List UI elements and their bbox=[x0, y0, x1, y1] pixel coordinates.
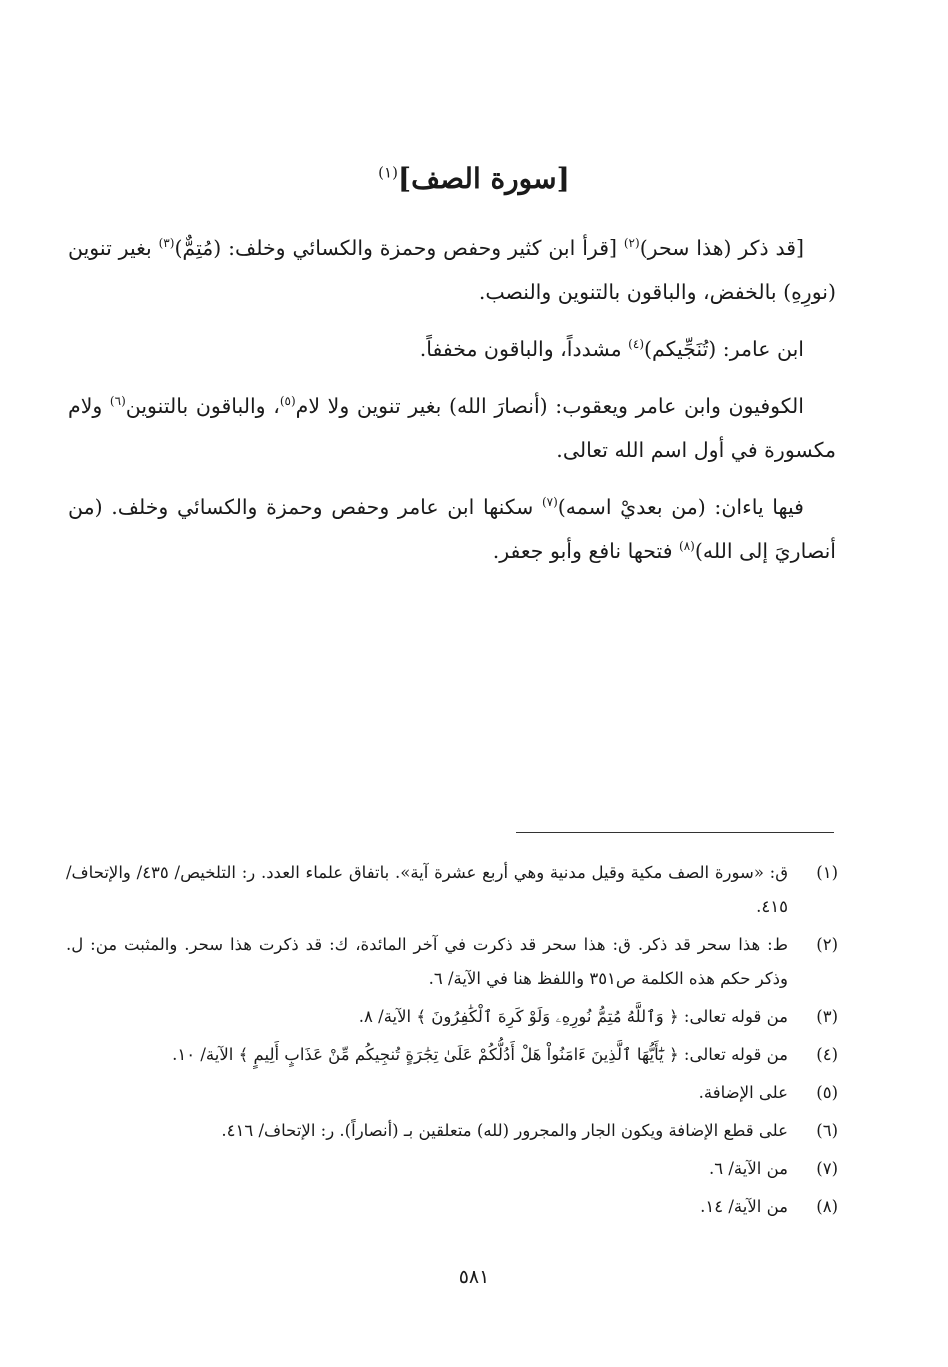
footnote-divider bbox=[516, 832, 834, 833]
footnote-number: (٧) bbox=[816, 1159, 838, 1178]
footnote-text: من قوله تعالى: ﴿ يَٰٓأَيُّهَا ٱلَّذِينَ ءَامَنُواْ هَلْ أَدُلُّكُمْ عَلَىٰ تِجَٰرَةٍ تُنجِيكُم مِّنْ عَذَابٍ أَلِيمٍ ﴾ الآية/ ١٠. bbox=[172, 1045, 788, 1064]
text-segment: [قرأ ابن كثير وحفص وحمزة والكسائي وخلف: (مُتِمٌّ) bbox=[174, 236, 624, 260]
footnote-number: (٢) bbox=[816, 935, 838, 954]
text-segment: الكوفيون وابن عامر ويعقوب: (أنصارَ الله) بغير تنوين ولا لام bbox=[295, 394, 804, 418]
footnote-ref-5: (٥) bbox=[279, 394, 296, 409]
footnote-ref-7: (٧) bbox=[541, 495, 558, 510]
footnote-text: من الآية/ ١٤. bbox=[700, 1197, 788, 1216]
footnote-text: من قوله تعالى: ﴿ وَٱللَّهُ مُتِمُّ نُورِهِۦ وَلَوْ كَرِهَ ٱلْكَٰفِرُونَ ﴾ الآية/ ٨. bbox=[358, 1007, 788, 1026]
footnote-text: على قطع الإضافة ويكون الجار والمجرور (لله) متعلقين بـ (أنصاراً). ر: الإتحاف/ ٤١٦. bbox=[221, 1121, 788, 1140]
main-text bbox=[68, 226, 836, 586]
footnote-number: (٥) bbox=[816, 1083, 838, 1102]
text-segment: فيها ياءان: (من بعديْ اسمه) bbox=[557, 495, 804, 519]
footnote-ref-4: (٤) bbox=[628, 337, 644, 352]
footnote-number: (٣) bbox=[816, 1007, 838, 1026]
footnote-ref-1: (١) bbox=[378, 163, 398, 182]
footnote-number: (١) bbox=[816, 863, 838, 882]
page-number: ٥٨١ bbox=[458, 1266, 490, 1288]
footnote bbox=[66, 1152, 838, 1186]
footnote bbox=[66, 1114, 838, 1148]
paragraph-1 bbox=[68, 226, 836, 314]
footnote-text: على الإضافة. bbox=[698, 1083, 788, 1102]
footnote bbox=[66, 1076, 838, 1110]
paragraph-3 bbox=[68, 384, 836, 472]
surah-title bbox=[0, 162, 948, 195]
footnote-ref-8: (٨) bbox=[679, 539, 695, 554]
text-segment: ، والباقون بالتنوين bbox=[125, 394, 280, 418]
footnote-ref-2: (٢) bbox=[623, 236, 640, 251]
text-segment: سكنها ابن عامر وحفص وحمزة والكسائي وخلف. (من أنصاريَ إلى الله) bbox=[68, 495, 836, 563]
text-segment: بغير تنوين (نورِهِ) بالخفض، والباقون بالتنوين والنصب. bbox=[68, 236, 836, 304]
footnote bbox=[66, 856, 838, 924]
text-segment: ابن عامر: (تُنَجِّيكم) bbox=[644, 337, 804, 361]
footnote-text: ق: «سورة الصف مكية وقيل مدنية وهي أربع عشرة آية». باتفاق علماء العدد. ر: التلخيص/ ٤٣٥/ والإتحاف/ ٤١٥. bbox=[66, 863, 788, 916]
footnote-ref-6: (٦) bbox=[109, 394, 126, 409]
text-segment: فتحها نافع وأبو جعفر. bbox=[492, 539, 680, 563]
footnote-text: ط: هذا سحر قد ذكر. ق: هذا سحر قد ذكرت في آخر المائدة، ك: قد ذكرت هذا سحر. والمثبت من: ل. وذكر حكم هذه الكلمة ص٣٥١ واللفظ هنا في الآية/ ٦. bbox=[66, 935, 788, 988]
paragraph-2 bbox=[68, 327, 836, 371]
footnote bbox=[66, 928, 838, 996]
footnote bbox=[66, 1000, 838, 1034]
surah-title-text: [سورة الصف] bbox=[397, 162, 570, 195]
footnote bbox=[66, 1190, 838, 1224]
footnote-number: (٤) bbox=[816, 1045, 838, 1064]
footnote-number: (٦) bbox=[816, 1121, 838, 1140]
text-segment: مشدداً، والباقون مخففاً. bbox=[419, 337, 629, 361]
footnote-ref-3: (٣) bbox=[158, 236, 175, 251]
paragraph-4 bbox=[68, 485, 836, 573]
footnote-text: من الآية/ ٦. bbox=[708, 1159, 788, 1178]
text-segment: [قد ذكر (هذا سحر) bbox=[639, 236, 804, 260]
text-segment: ولام مكسورة في أول اسم الله تعالى. bbox=[68, 394, 836, 462]
footnote bbox=[66, 1038, 838, 1072]
footnotes bbox=[66, 856, 838, 1228]
footnote-number: (٨) bbox=[816, 1197, 838, 1216]
